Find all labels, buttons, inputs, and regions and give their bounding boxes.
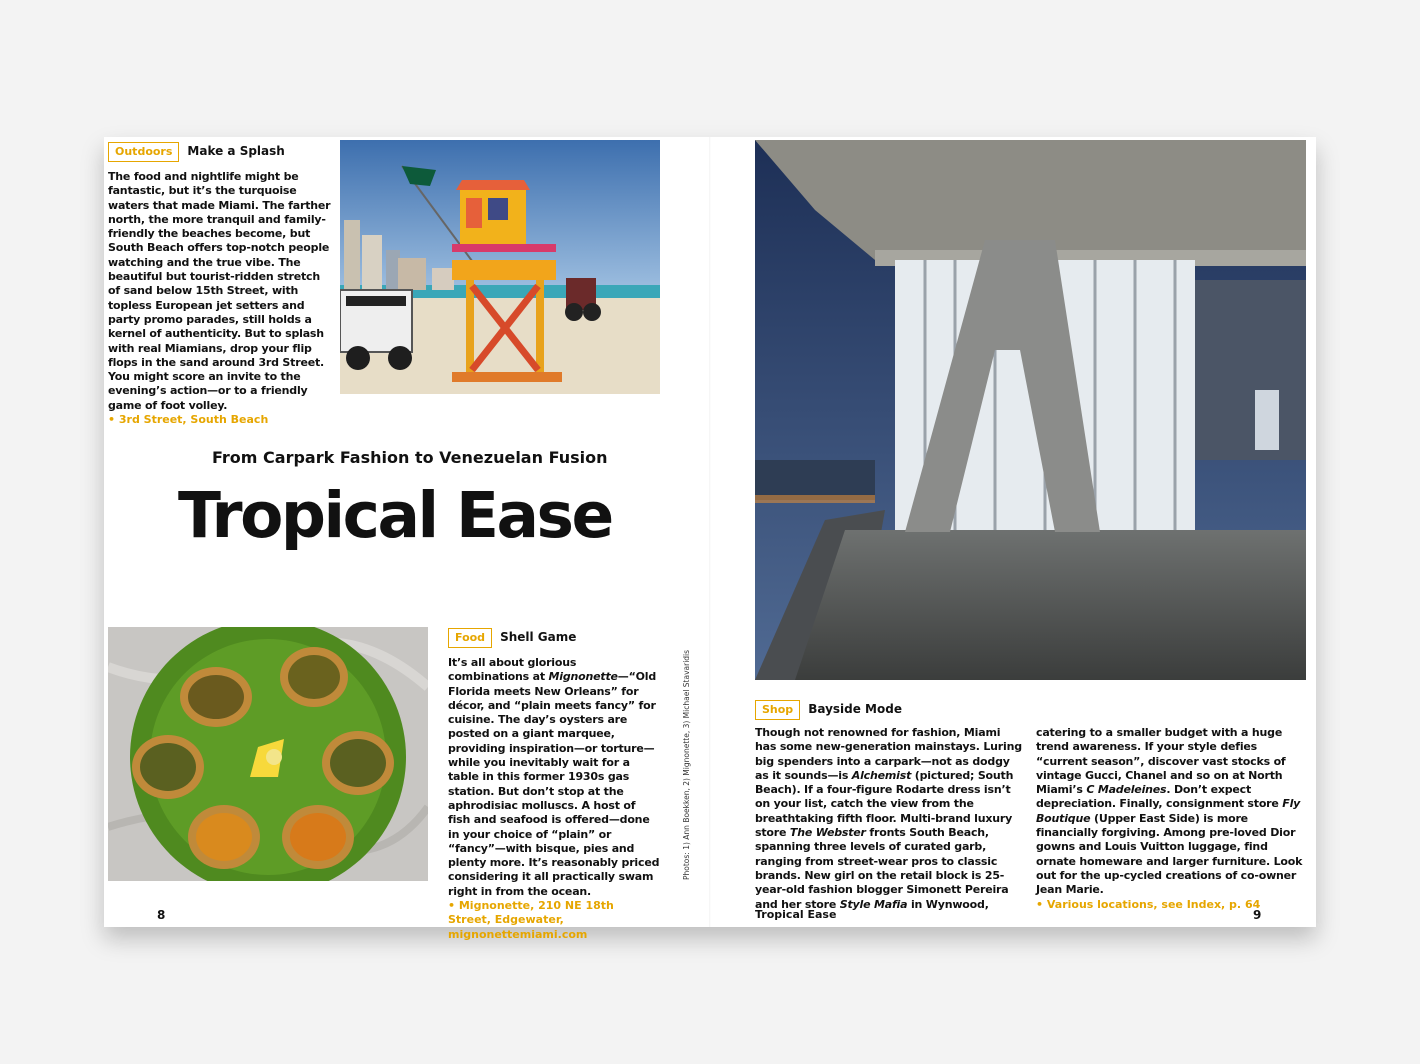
shop-body-col2: catering to a smaller budget with a huge trend awareness. If your style defies “current season”, discover vast stocks of vintage Gucci, Chanel and so on at North Miami’s C Madeleines. Don’t expect depreciation. Finally, consignment store Fly Boutique (Upper East Side) is more financially forgiving. Among pre-loved Dior gowns and Louis Vuitton luggage, find ornate homeware and larger furniture. Look out for the up-cycled creations of co-owner Jean Marie. • Various locations, see Index, p. 64 — [1036, 726, 1306, 912]
food-kicker: Shell Game — [500, 630, 577, 644]
oysters-photo — [108, 627, 428, 881]
spread-subhead: From Carpark Fashion to Venezuelan Fusion — [212, 448, 608, 467]
carpark-store-photo — [755, 140, 1306, 680]
spread-headline: Tropical Ease — [178, 479, 612, 552]
food-location: • Mignonette, 210 NE 18th Street, Edgewater, mignonettemiami.com — [448, 899, 614, 941]
folio-right: 9 — [1253, 908, 1262, 922]
right-page — [710, 137, 1316, 927]
food-section — [448, 626, 660, 942]
food-body: It’s all about glorious combinations at Mignonette—“Old Florida meets New Orleans” for décor, and “plain meets fancy” for cuisine. The day’s oysters are posted on a giant marquee, providing inspiration—or torture—while you inevitably wait for a table in this former 1930s gas station. But don’t stop at the aphrodisiac molluscs. A host of fish and seafood is offered—done in your choice of “plain” or “fancy”—with bisque, pies and plenty more. It’s reasonably priced considering it all practically swam right in from the ocean. — [448, 656, 660, 898]
lifeguard-tower-photo — [340, 140, 660, 394]
outdoors-location: • 3rd Street, South Beach — [108, 413, 269, 427]
outdoors-section — [108, 140, 334, 427]
folio-left: 8 — [157, 908, 166, 922]
food-tag: Food — [448, 628, 492, 648]
shop-tag: Shop — [755, 700, 800, 720]
left-page — [104, 137, 710, 941]
shop-header — [755, 698, 902, 720]
magazine-spread — [104, 137, 1316, 941]
shop-location: • Various locations, see Index, p. 64 — [1036, 897, 1261, 911]
running-head: Tropical Ease — [755, 908, 837, 921]
shop-kicker: Bayside Mode — [808, 702, 902, 716]
shop-body-col1: Though not renowned for fashion, Miami has some new-generation mainstays. Luring big spenders into a carpark—not as dodgy as it sounds—is Alchemist (pictured; South Beach). If a four-figure Rodarte dress isn’t on your list, catch the view from the breathtaking fifth floor. Multi-brand luxury store The Webster fronts South Beach, spanning three levels of curated garb, ranging from street-wear pros to classic brands. New girl on the retail block is 25-year-old fashion blogger Simonett Pereira and her store Style Mafia in Wynwood, — [755, 726, 1022, 911]
outdoors-tag: Outdoors — [108, 142, 179, 162]
outdoors-body: The food and nightlife might be fantastic, but it’s the turquoise waters that made Miami. The farther north, the more tranquil and family-friendly the beaches become, but South Beach offers top-notch people watching and the true vibe. The beautiful but tourist-ridden stretch of sand below 15th Street, with topless European jet setters and party promo parades, still holds a kernel of authenticity. But to splash with real Miamians, drop your flip flops in the sand around 3rd Street. You might score an invite to the evening’s action—or to a friendly game of foot volley. — [108, 170, 331, 412]
outdoors-kicker: Make a Splash — [187, 144, 285, 158]
photo-credit: Photos: 1) Ann Boekken, 2) Mignonette, 3) Michael Stavaridis — [682, 649, 691, 880]
